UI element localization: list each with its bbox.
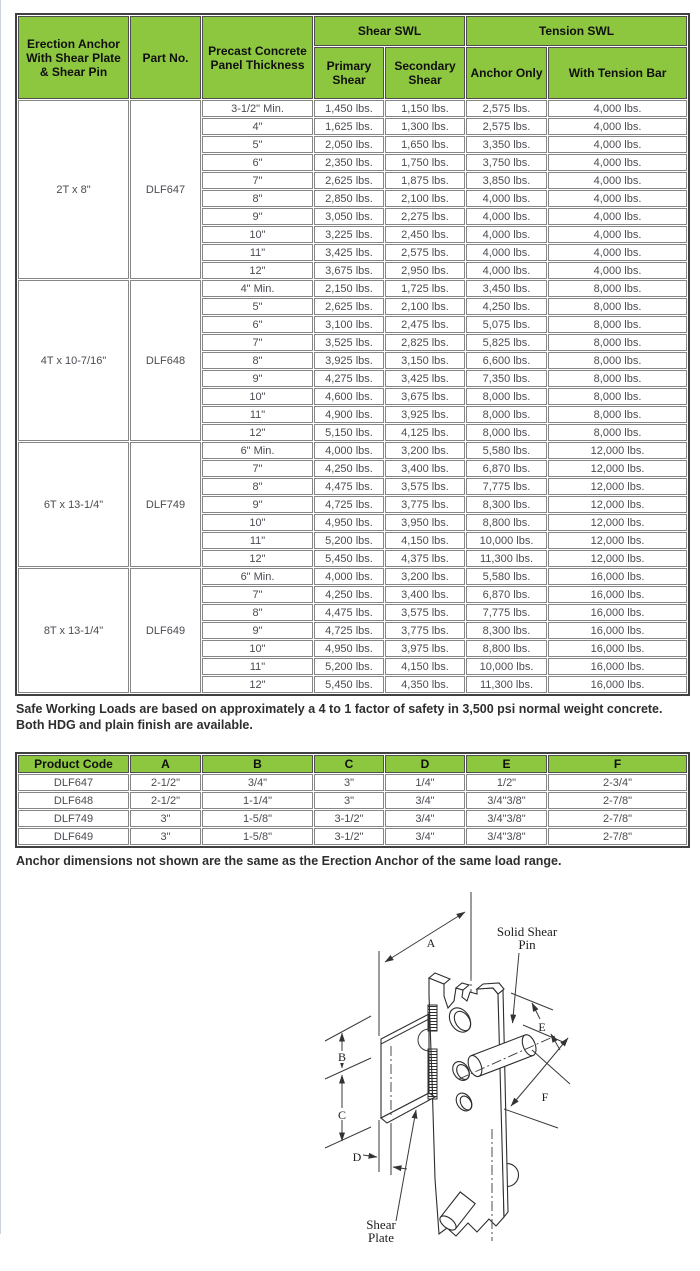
panel-thickness-cell: 8" [202, 604, 313, 621]
dim-value-cell: 2-3/4" [548, 774, 687, 791]
dimension-c [325, 1075, 371, 1148]
anchor-only-cell: 5,580 lbs. [466, 442, 547, 459]
header-shear-swl-group: Shear SWL [314, 16, 465, 46]
panel-thickness-cell: 10" [202, 226, 313, 243]
panel-thickness-cell: 4" Min. [202, 280, 313, 297]
dim-value-cell: 1/4" [385, 774, 465, 791]
dim-value-cell: 2-7/8" [548, 828, 687, 845]
anchor-only-cell: 7,775 lbs. [466, 478, 547, 495]
part-no-cell: DLF649 [130, 568, 201, 693]
with-tension-bar-cell: 8,000 lbs. [548, 370, 687, 387]
panel-thickness-cell: 7" [202, 172, 313, 189]
secondary-shear-cell: 3,575 lbs. [385, 478, 465, 495]
dim-label-f: F [541, 1090, 549, 1104]
dim-value-cell: 2-7/8" [548, 810, 687, 827]
dim-value-cell: 1/2" [466, 774, 547, 791]
primary-shear-cell: 2,625 lbs. [314, 298, 384, 315]
primary-shear-cell: 4,600 lbs. [314, 388, 384, 405]
anchor-only-cell: 4,000 lbs. [466, 190, 547, 207]
anchor-only-cell: 8,800 lbs. [466, 640, 547, 657]
primary-shear-cell: 2,050 lbs. [314, 136, 384, 153]
header-anchor-only: Anchor Only [466, 47, 547, 99]
primary-shear-cell: 1,450 lbs. [314, 100, 384, 117]
panel-thickness-cell: 8" [202, 190, 313, 207]
with-tension-bar-cell: 12,000 lbs. [548, 550, 687, 567]
header-primary-shear: Primary Shear [314, 47, 384, 99]
dimensions-note-line: Anchor dimensions not shown are the same as the Erection Anchor of the same load range. [16, 854, 562, 868]
with-tension-bar-cell: 4,000 lbs. [548, 154, 687, 171]
secondary-shear-cell: 2,450 lbs. [385, 226, 465, 243]
anchor-size-cell: 8T x 13-1/4" [18, 568, 129, 693]
secondary-shear-cell: 3,575 lbs. [385, 604, 465, 621]
anchor-diagram [15, 869, 687, 1265]
dim-value-cell: 3" [130, 828, 201, 845]
primary-shear-cell: 4,725 lbs. [314, 622, 384, 639]
header-erection-anchor: Erection Anchor With Shear Plate & Shear Pin [18, 16, 129, 99]
anchor-only-cell: 8,300 lbs. [466, 496, 547, 513]
dimension-table-header-row [18, 755, 687, 773]
primary-shear-cell: 3,675 lbs. [314, 262, 384, 279]
anchor-only-cell: 3,750 lbs. [466, 154, 547, 171]
panel-thickness-cell: 12" [202, 550, 313, 567]
panel-thickness-cell: 12" [202, 676, 313, 693]
header-tension-swl-group: Tension SWL [466, 16, 687, 46]
anchor-size-cell: 2T x 8" [18, 100, 129, 279]
primary-shear-cell: 5,200 lbs. [314, 658, 384, 675]
dim-table-header-cell: A [130, 755, 201, 773]
dim-label-a: A [426, 936, 436, 950]
primary-shear-cell: 4,950 lbs. [314, 640, 384, 657]
dim-table-row [18, 828, 687, 845]
with-tension-bar-cell: 12,000 lbs. [548, 532, 687, 549]
secondary-shear-cell: 3,400 lbs. [385, 586, 465, 603]
with-tension-bar-cell: 8,000 lbs. [548, 388, 687, 405]
with-tension-bar-cell: 16,000 lbs. [548, 622, 687, 639]
anchor-only-cell: 8,000 lbs. [466, 406, 547, 423]
dimensions-note [16, 853, 687, 869]
anchor-only-cell: 2,575 lbs. [466, 118, 547, 135]
panel-thickness-cell: 6" [202, 154, 313, 171]
solid-shear-pin-label-line2: Pin [518, 937, 536, 952]
shear-plate-body [381, 1014, 435, 1123]
anchor-only-cell: 6,870 lbs. [466, 586, 547, 603]
load-table-body [18, 100, 687, 693]
secondary-shear-cell: 1,150 lbs. [385, 100, 465, 117]
primary-shear-cell: 3,100 lbs. [314, 316, 384, 333]
secondary-shear-cell: 3,400 lbs. [385, 460, 465, 477]
with-tension-bar-cell: 4,000 lbs. [548, 190, 687, 207]
with-tension-bar-cell: 4,000 lbs. [548, 118, 687, 135]
dim-table-header-cell: B [202, 755, 313, 773]
with-tension-bar-cell: 4,000 lbs. [548, 100, 687, 117]
dim-table-row [18, 774, 687, 791]
dim-label-d: D [352, 1150, 362, 1164]
primary-shear-cell: 4,000 lbs. [314, 442, 384, 459]
anchor-only-cell: 5,075 lbs. [466, 316, 547, 333]
dim-table-row [18, 810, 687, 827]
primary-shear-cell: 1,625 lbs. [314, 118, 384, 135]
with-tension-bar-cell: 4,000 lbs. [548, 226, 687, 243]
dim-value-cell: 3" [314, 774, 384, 791]
primary-shear-cell: 3,425 lbs. [314, 244, 384, 261]
primary-shear-cell: 3,925 lbs. [314, 352, 384, 369]
dimension-b [325, 1016, 371, 1079]
dimension-table-body [18, 774, 687, 845]
secondary-shear-cell: 2,100 lbs. [385, 298, 465, 315]
panel-thickness-cell: 11" [202, 406, 313, 423]
secondary-shear-cell: 4,150 lbs. [385, 532, 465, 549]
dim-value-cell: 3/4" [385, 792, 465, 809]
primary-shear-cell: 3,225 lbs. [314, 226, 384, 243]
panel-thickness-cell: 6" Min. [202, 442, 313, 459]
anchor-only-cell: 3,350 lbs. [466, 136, 547, 153]
panel-thickness-cell: 9" [202, 208, 313, 225]
panel-thickness-cell: 9" [202, 622, 313, 639]
secondary-shear-cell: 4,150 lbs. [385, 658, 465, 675]
dim-table-header-cell: E [466, 755, 547, 773]
dim-value-cell: 3/4" [385, 828, 465, 845]
dim-value-cell: 3" [314, 792, 384, 809]
dimension-table-header [18, 755, 687, 773]
dim-value-cell: 1-1/4" [202, 792, 313, 809]
panel-thickness-cell: 10" [202, 514, 313, 531]
with-tension-bar-cell: 8,000 lbs. [548, 298, 687, 315]
anchor-only-cell: 8,800 lbs. [466, 514, 547, 531]
dim-value-cell: 3" [130, 810, 201, 827]
dimension-table [15, 752, 690, 848]
dim-table-row [18, 792, 687, 809]
with-tension-bar-cell: 4,000 lbs. [548, 172, 687, 189]
secondary-shear-cell: 1,300 lbs. [385, 118, 465, 135]
dim-value-cell: 2-7/8" [548, 792, 687, 809]
with-tension-bar-cell: 8,000 lbs. [548, 280, 687, 297]
panel-thickness-cell: 4" [202, 118, 313, 135]
panel-thickness-cell: 8" [202, 352, 313, 369]
anchor-size-cell: 4T x 10-7/16" [18, 280, 129, 441]
dim-value-cell: 1-5/8" [202, 810, 313, 827]
primary-shear-cell: 4,275 lbs. [314, 370, 384, 387]
dim-label-c: C [337, 1108, 347, 1122]
primary-shear-cell: 5,450 lbs. [314, 550, 384, 567]
anchor-only-cell: 6,600 lbs. [466, 352, 547, 369]
panel-thickness-cell: 10" [202, 388, 313, 405]
solid-shear-pin-label-line1: Solid Shear [496, 924, 558, 939]
product-code-cell: DLF649 [18, 828, 129, 845]
primary-shear-cell: 4,475 lbs. [314, 604, 384, 621]
secondary-shear-cell: 3,200 lbs. [385, 442, 465, 459]
anchor-only-cell: 7,775 lbs. [466, 604, 547, 621]
with-tension-bar-cell: 12,000 lbs. [548, 514, 687, 531]
anchor-only-cell: 4,000 lbs. [466, 208, 547, 225]
secondary-shear-cell: 1,650 lbs. [385, 136, 465, 153]
primary-shear-cell: 4,900 lbs. [314, 406, 384, 423]
swl-note-line-1: Safe Working Loads are based on approximately a 4 to 1 factor of safety in 3,500 psi normal weight concrete. [16, 702, 663, 716]
primary-shear-cell: 2,150 lbs. [314, 280, 384, 297]
primary-shear-cell: 5,150 lbs. [314, 424, 384, 441]
with-tension-bar-cell: 8,000 lbs. [548, 316, 687, 333]
header-with-tension-bar: With Tension Bar [548, 47, 687, 99]
with-tension-bar-cell: 12,000 lbs. [548, 478, 687, 495]
load-table-row [18, 442, 687, 459]
with-tension-bar-cell: 12,000 lbs. [548, 496, 687, 513]
secondary-shear-cell: 3,200 lbs. [385, 568, 465, 585]
dim-value-cell: 3-1/2" [314, 810, 384, 827]
primary-shear-cell: 3,525 lbs. [314, 334, 384, 351]
load-table-header-row-1 [18, 16, 687, 46]
dim-label-b: B [337, 1050, 347, 1064]
secondary-shear-cell: 1,875 lbs. [385, 172, 465, 189]
panel-thickness-cell: 7" [202, 586, 313, 603]
secondary-shear-cell: 4,350 lbs. [385, 676, 465, 693]
part-no-cell: DLF647 [130, 100, 201, 279]
part-no-cell: DLF648 [130, 280, 201, 441]
anchor-only-cell: 6,870 lbs. [466, 460, 547, 477]
secondary-shear-cell: 3,975 lbs. [385, 640, 465, 657]
panel-thickness-cell: 9" [202, 496, 313, 513]
primary-shear-cell: 5,450 lbs. [314, 676, 384, 693]
dim-table-header-cell: D [385, 755, 465, 773]
primary-shear-cell: 4,950 lbs. [314, 514, 384, 531]
header-part-no: Part No. [130, 16, 201, 99]
product-code-cell: DLF647 [18, 774, 129, 791]
anchor-only-cell: 3,850 lbs. [466, 172, 547, 189]
load-table-header [18, 16, 687, 99]
anchor-only-cell: 4,250 lbs. [466, 298, 547, 315]
primary-shear-cell: 2,850 lbs. [314, 190, 384, 207]
secondary-shear-cell: 3,775 lbs. [385, 496, 465, 513]
dim-value-cell: 1-5/8" [202, 828, 313, 845]
anchor-only-cell: 11,300 lbs. [466, 676, 547, 693]
anchor-only-cell: 7,350 lbs. [466, 370, 547, 387]
secondary-shear-cell: 2,275 lbs. [385, 208, 465, 225]
with-tension-bar-cell: 16,000 lbs. [548, 586, 687, 603]
swl-note [16, 701, 687, 733]
anchor-only-cell: 10,000 lbs. [466, 658, 547, 675]
with-tension-bar-cell: 8,000 lbs. [548, 334, 687, 351]
anchor-diagram-svg [301, 879, 700, 1271]
panel-thickness-cell: 3-1/2" Min. [202, 100, 313, 117]
dim-value-cell: 3/4"3/8" [466, 792, 547, 809]
with-tension-bar-cell: 4,000 lbs. [548, 208, 687, 225]
secondary-shear-cell: 2,950 lbs. [385, 262, 465, 279]
dim-table-header-cell: C [314, 755, 384, 773]
secondary-shear-cell: 4,125 lbs. [385, 424, 465, 441]
with-tension-bar-cell: 4,000 lbs. [548, 262, 687, 279]
anchor-only-cell: 8,300 lbs. [466, 622, 547, 639]
threaded-rod [428, 1005, 437, 1099]
with-tension-bar-cell: 16,000 lbs. [548, 640, 687, 657]
panel-thickness-cell: 6" [202, 316, 313, 333]
anchor-only-cell: 5,580 lbs. [466, 568, 547, 585]
primary-shear-cell: 2,625 lbs. [314, 172, 384, 189]
panel-thickness-cell: 8" [202, 478, 313, 495]
secondary-shear-cell: 4,375 lbs. [385, 550, 465, 567]
panel-thickness-cell: 9" [202, 370, 313, 387]
secondary-shear-cell: 2,475 lbs. [385, 316, 465, 333]
panel-thickness-cell: 7" [202, 460, 313, 477]
primary-shear-cell: 3,050 lbs. [314, 208, 384, 225]
anchor-only-cell: 4,000 lbs. [466, 226, 547, 243]
secondary-shear-cell: 3,775 lbs. [385, 622, 465, 639]
secondary-shear-cell: 2,575 lbs. [385, 244, 465, 261]
anchor-only-cell: 11,300 lbs. [466, 550, 547, 567]
secondary-shear-cell: 1,750 lbs. [385, 154, 465, 171]
dim-label-e: E [538, 1020, 546, 1034]
load-table-row [18, 280, 687, 297]
with-tension-bar-cell: 8,000 lbs. [548, 424, 687, 441]
header-panel-thickness: Precast Concrete Panel Thickness [202, 16, 313, 99]
dim-value-cell: 3/4" [385, 810, 465, 827]
with-tension-bar-cell: 16,000 lbs. [548, 568, 687, 585]
dim-value-cell: 3/4"3/8" [466, 810, 547, 827]
panel-thickness-cell: 6" Min. [202, 568, 313, 585]
primary-shear-cell: 4,250 lbs. [314, 586, 384, 603]
dim-value-cell: 3/4"3/8" [466, 828, 547, 845]
anchor-only-cell: 8,000 lbs. [466, 388, 547, 405]
secondary-shear-cell: 2,100 lbs. [385, 190, 465, 207]
shear-plate-label-line2: Plate [368, 1230, 394, 1245]
primary-shear-cell: 4,000 lbs. [314, 568, 384, 585]
secondary-shear-cell: 3,425 lbs. [385, 370, 465, 387]
anchor-only-cell: 8,000 lbs. [466, 424, 547, 441]
secondary-shear-cell: 3,950 lbs. [385, 514, 465, 531]
product-code-cell: DLF648 [18, 792, 129, 809]
panel-thickness-cell: 5" [202, 298, 313, 315]
panel-thickness-cell: 7" [202, 334, 313, 351]
panel-thickness-cell: 11" [202, 244, 313, 261]
product-code-cell: DLF749 [18, 810, 129, 827]
anchor-size-cell: 6T x 13-1/4" [18, 442, 129, 567]
panel-thickness-cell: 11" [202, 532, 313, 549]
part-no-cell: DLF749 [130, 442, 201, 567]
with-tension-bar-cell: 12,000 lbs. [548, 442, 687, 459]
anchor-only-cell: 2,575 lbs. [466, 100, 547, 117]
dim-value-cell: 3-1/2" [314, 828, 384, 845]
panel-thickness-cell: 10" [202, 640, 313, 657]
swl-note-line-2: Both HDG and plain finish are available. [16, 718, 253, 732]
primary-shear-cell: 5,200 lbs. [314, 532, 384, 549]
primary-shear-cell: 2,350 lbs. [314, 154, 384, 171]
dim-value-cell: 2-1/2" [130, 792, 201, 809]
with-tension-bar-cell: 4,000 lbs. [548, 244, 687, 261]
dim-table-header-cell: F [548, 755, 687, 773]
anchor-only-cell: 3,450 lbs. [466, 280, 547, 297]
panel-thickness-cell: 12" [202, 424, 313, 441]
anchor-only-cell: 4,000 lbs. [466, 262, 547, 279]
secondary-shear-cell: 1,725 lbs. [385, 280, 465, 297]
panel-thickness-cell: 5" [202, 136, 313, 153]
panel-thickness-cell: 11" [202, 658, 313, 675]
shear-plate-label-line1: Shear [366, 1217, 396, 1232]
dim-value-cell: 2-1/2" [130, 774, 201, 791]
primary-shear-cell: 4,725 lbs. [314, 496, 384, 513]
secondary-shear-cell: 3,925 lbs. [385, 406, 465, 423]
panel-thickness-cell: 12" [202, 262, 313, 279]
load-table-row [18, 568, 687, 585]
dimension-d [353, 1120, 407, 1175]
with-tension-bar-cell: 8,000 lbs. [548, 352, 687, 369]
header-secondary-shear: Secondary Shear [385, 47, 465, 99]
anchor-only-cell: 5,825 lbs. [466, 334, 547, 351]
secondary-shear-cell: 2,825 lbs. [385, 334, 465, 351]
load-capacity-table [15, 13, 690, 696]
with-tension-bar-cell: 16,000 lbs. [548, 658, 687, 675]
with-tension-bar-cell: 8,000 lbs. [548, 406, 687, 423]
secondary-shear-cell: 3,675 lbs. [385, 388, 465, 405]
anchor-only-cell: 10,000 lbs. [466, 532, 547, 549]
anchor-only-cell: 4,000 lbs. [466, 244, 547, 261]
secondary-shear-cell: 3,150 lbs. [385, 352, 465, 369]
with-tension-bar-cell: 4,000 lbs. [548, 136, 687, 153]
load-table-row [18, 100, 687, 117]
dim-value-cell: 3/4" [202, 774, 313, 791]
with-tension-bar-cell: 12,000 lbs. [548, 460, 687, 477]
with-tension-bar-cell: 16,000 lbs. [548, 604, 687, 621]
primary-shear-cell: 4,250 lbs. [314, 460, 384, 477]
primary-shear-cell: 4,475 lbs. [314, 478, 384, 495]
anchor-plate [429, 973, 508, 1236]
dim-table-header-cell: Product Code [18, 755, 129, 773]
with-tension-bar-cell: 16,000 lbs. [548, 676, 687, 693]
